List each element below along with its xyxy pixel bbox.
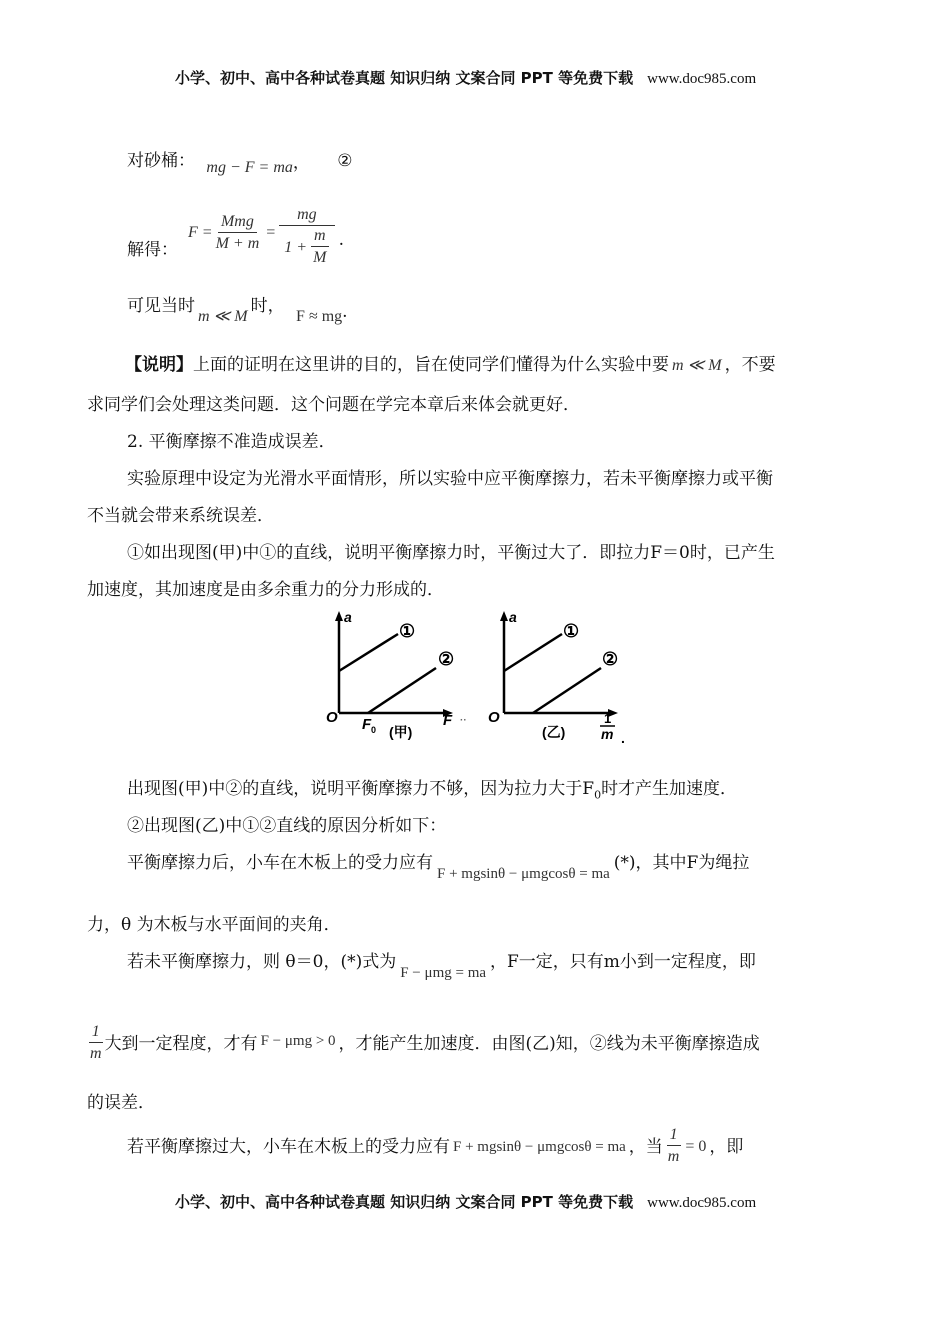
eq-bucket-line: [127, 148, 353, 175]
figure-sep: ··: [460, 715, 467, 726]
para6-pre: 若未平衡摩擦力，则 θ＝0，(*)式为: [127, 952, 397, 972]
para8-frac-n: 1: [667, 1125, 681, 1146]
jia-line2-label: ②: [438, 649, 455, 669]
note-cond: m ≪ M: [672, 357, 722, 374]
jia-y-arrow: [335, 611, 343, 621]
graph-yi: [488, 609, 618, 742]
para3-text-b: 时才产生加速度．: [601, 779, 738, 799]
footer-url: www.doc985.com: [647, 1195, 757, 1211]
eq-solve-n1: Mmg: [218, 212, 257, 233]
eq-solve-eq: =: [265, 224, 277, 241]
eq-solve-d2: [281, 226, 332, 269]
para8-frac-d: m: [667, 1148, 680, 1165]
para7-line2: 的误差．: [87, 1093, 155, 1113]
yi-y-label: a: [509, 609, 517, 625]
para7-frac-d: m: [90, 1045, 102, 1062]
eq-solve-d2-pre: 1 +: [284, 238, 308, 256]
yi-line-1: [504, 634, 562, 671]
para8: [127, 1125, 743, 1168]
eq-bucket-label: 对砂桶：: [127, 151, 195, 171]
jia-y-label: a: [344, 609, 352, 625]
para6-post: ，F一定，只有m小到一定程度，即: [490, 952, 756, 972]
para5-line1: [127, 850, 750, 882]
note-text1-end: ，不要: [724, 355, 776, 375]
yi-line-2: [533, 668, 601, 713]
eq-solve-n2: mg: [279, 205, 335, 226]
para7-pre: 大到一定程度，才有: [104, 1033, 258, 1054]
jia-line1-label: ①: [399, 621, 416, 641]
para7-line1: [87, 1022, 760, 1065]
eq-solve-d2-d: M: [313, 249, 327, 266]
yi-x-den: m: [601, 726, 614, 742]
jia-caption: (甲): [389, 724, 413, 740]
jia-origin: O: [326, 709, 338, 726]
jia-x-label: F: [443, 712, 453, 729]
eq-approx-end: .: [342, 302, 348, 322]
eq-approx-cond: m ≪ M: [198, 308, 248, 325]
note-line1: [125, 352, 776, 379]
footer-text: 小学、初中、高中各种试卷真题 知识归纳 文案合同 PPT 等免费下载: [175, 1193, 634, 1211]
yi-x-num: 1: [604, 711, 612, 726]
para3-sub: 0: [594, 788, 602, 802]
para2-line2: 加速度，其加速度是由多余重力的分力形成的．: [87, 580, 444, 600]
para7-formula: F − μmg > 0: [260, 1032, 336, 1049]
note-text1: 上面的证明在这里讲的目的，旨在使同学们懂得为什么实验中要: [193, 355, 669, 375]
header-text: 小学、初中、高中各种试卷真题 知识归纳 文案合同 PPT 等免费下载: [175, 69, 634, 87]
para5-formula: F + mgsinθ − μmgcosθ = ma: [437, 866, 610, 882]
para7-frac: [87, 1022, 105, 1065]
item2-title: 2. 平衡摩擦不准造成误差．: [127, 432, 336, 452]
eq-approx-line: [127, 293, 348, 325]
jia-line-2: [368, 668, 436, 713]
para7-post: ，才能产生加速度．由图(乙)知，②线为未平衡摩擦造成: [338, 1033, 760, 1054]
eq-solve-frac1: [213, 212, 263, 255]
figure-graphs: [310, 605, 640, 750]
eq-solve-d2-n: m: [311, 226, 329, 247]
jia-f0: F: [362, 716, 372, 733]
eq-bucket-formula: mg − F = ma: [206, 159, 293, 176]
para6: [127, 949, 756, 981]
para5-post: (*)，其中F为绳拉: [613, 853, 750, 873]
note-line2: 求同学们会处理这类问题．这个问题在学完本章后来体会就更好．: [87, 395, 580, 415]
eq-solve-end: .: [338, 230, 345, 250]
para1-line2: 不当就会带来系统误差．: [87, 506, 274, 526]
eq-solve-line: [127, 205, 344, 269]
jia-line-1: [339, 634, 398, 671]
figure-end: .: [621, 730, 625, 746]
para5-pre: 平衡摩擦力后，小车在木板上的受力应有: [127, 853, 433, 873]
eq-solve-lhs: F =: [188, 224, 213, 241]
para8-frac: [665, 1125, 683, 1168]
para3: [127, 776, 737, 808]
para2-line1: ①如出现图(甲)中①的直线，说明平衡摩擦力时，平衡过大了．即拉力F＝0时，已产生: [127, 543, 775, 563]
eq-bucket-tag: ②: [337, 151, 353, 171]
para1-line1: 实验原理中设定为光滑水平面情形，所以实验中应平衡摩擦力，若未平衡摩擦力或平衡: [127, 469, 773, 489]
graph-jia: [326, 609, 454, 740]
eq-solve-d1: M + m: [215, 234, 260, 252]
para8-post: ，即: [709, 1136, 744, 1157]
para3-text-a: 出现图(甲)中②的直线，说明平衡摩擦力不够，因为拉力大于F: [127, 779, 595, 799]
eq-bucket-suffix: ，: [292, 153, 310, 173]
para8-mid: ，当: [628, 1136, 663, 1157]
para8-eq: = 0: [685, 1137, 707, 1155]
yi-line1-label: ①: [563, 621, 580, 641]
para6-formula: F − μmg = ma: [400, 965, 487, 981]
eq-approx-mid: 时，: [250, 296, 285, 316]
jia-f0-sub: 0: [371, 725, 377, 735]
yi-origin: O: [488, 709, 500, 726]
para5-line2: 力，θ 为木板与水平面间的夹角．: [87, 915, 341, 935]
para7-frac-n: 1: [89, 1022, 103, 1043]
yi-y-arrow: [500, 611, 508, 621]
para8-pre: 若平衡摩擦过大，小车在木板上的受力应有: [127, 1136, 450, 1157]
eq-solve-label: 解得：: [127, 240, 178, 260]
para8-formula: F + mgsinθ − μmgcosθ = ma: [453, 1138, 626, 1155]
header-url: www.doc985.com: [647, 71, 757, 87]
eq-approx-result: F ≈ mg: [296, 308, 343, 325]
page-header: [175, 67, 756, 88]
yi-line2-label: ②: [602, 649, 619, 669]
eq-solve-d2-frac: [310, 226, 329, 269]
note-bracket: 【说明】: [125, 355, 193, 375]
para4: ②出现图(乙)中①②直线的原因分析如下：: [127, 816, 447, 836]
eq-solve-frac2: [279, 205, 335, 269]
eq-approx-pre: 可见当时: [127, 296, 195, 316]
page-footer: [175, 1191, 756, 1212]
yi-caption: (乙): [542, 724, 566, 740]
